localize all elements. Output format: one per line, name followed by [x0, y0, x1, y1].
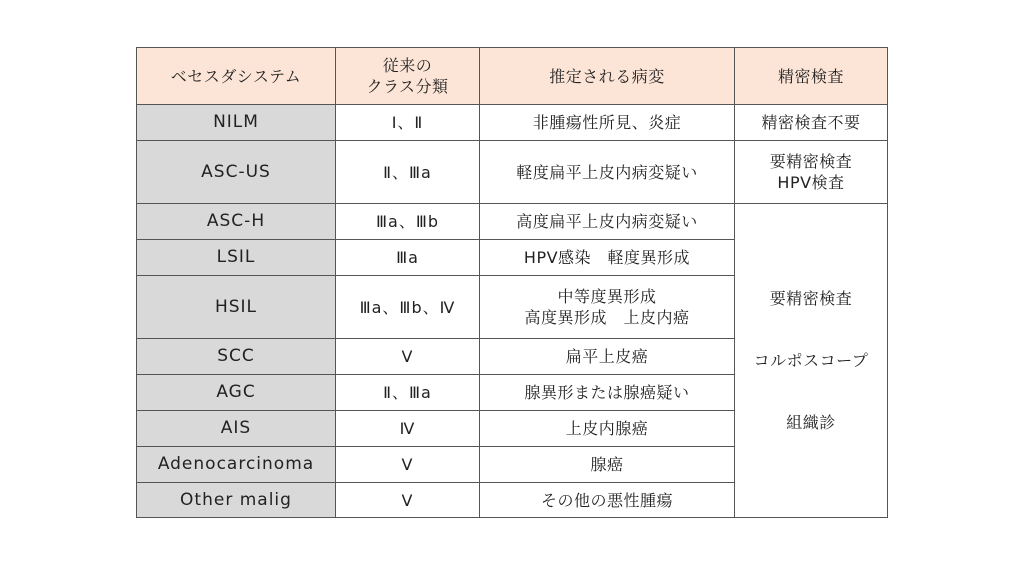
- bethesda-cell: AIS: [137, 411, 336, 447]
- bethesda-cell: Other malig: [137, 483, 336, 518]
- merged-exam-line: 要精密検査: [769, 289, 853, 308]
- lesion-cell: その他の悪性腫瘍: [480, 483, 735, 518]
- class-cell: Ⅳ: [336, 411, 480, 447]
- lesion-cell: HPV感染 軽度異形成: [480, 240, 735, 276]
- merged-exam-cell: [735, 204, 888, 518]
- bethesda-cell: Adenocarcinoma: [137, 447, 336, 483]
- lesion-cell: 腺癌: [480, 447, 735, 483]
- exam-cell: 要精密検査 HPV検査: [735, 141, 888, 204]
- lesion-cell: 非腫瘍性所見、炎症: [480, 105, 735, 141]
- lesion-cell: 扁平上皮癌: [480, 339, 735, 375]
- class-cell: Ⅲa、Ⅲb、Ⅳ: [336, 276, 480, 339]
- exam-cell: 精密検査不要: [735, 105, 888, 141]
- header-detailed-exam: 精密検査: [735, 48, 888, 105]
- bethesda-cell: HSIL: [137, 276, 336, 339]
- bethesda-cell: AGC: [137, 375, 336, 411]
- class-cell: Ⅱ、Ⅲa: [336, 141, 480, 204]
- lesion-cell: 高度扁平上皮内病変疑い: [480, 204, 735, 240]
- bethesda-cell: LSIL: [137, 240, 336, 276]
- lesion-cell: 腺異形または腺癌疑い: [480, 375, 735, 411]
- lesion-cell: 上皮内腺癌: [480, 411, 735, 447]
- header-estimated-lesion: 推定される病変: [480, 48, 735, 105]
- bethesda-cell: ASC-H: [137, 204, 336, 240]
- class-cell: Ⅴ: [336, 483, 480, 518]
- class-cell: Ⅲa: [336, 240, 480, 276]
- header-bethesda-system: ベセスダシステム: [137, 48, 336, 105]
- header-conventional-class: 従来の クラス分類: [336, 48, 480, 105]
- class-cell: Ⅴ: [336, 339, 480, 375]
- bethesda-cell: SCC: [137, 339, 336, 375]
- class-cell: Ⅱ、Ⅲa: [336, 375, 480, 411]
- lesion-cell: 中等度異形成 高度異形成 上皮内癌: [480, 276, 735, 339]
- table-row: [137, 141, 888, 204]
- bethesda-cell: ASC-US: [137, 141, 336, 204]
- bethesda-cell: NILM: [137, 105, 336, 141]
- cytology-classification-table: [136, 47, 888, 518]
- merged-exam-line: 組織診: [786, 413, 836, 432]
- class-cell: Ⅲa、Ⅲb: [336, 204, 480, 240]
- lesion-cell: 軽度扁平上皮内病変疑い: [480, 141, 735, 204]
- class-cell: Ⅰ、Ⅱ: [336, 105, 480, 141]
- merged-exam-line: コルポスコープ: [753, 351, 869, 370]
- class-cell: Ⅴ: [336, 447, 480, 483]
- table-row: [137, 105, 888, 141]
- table-header-row: [137, 48, 888, 105]
- table-row: [137, 204, 888, 240]
